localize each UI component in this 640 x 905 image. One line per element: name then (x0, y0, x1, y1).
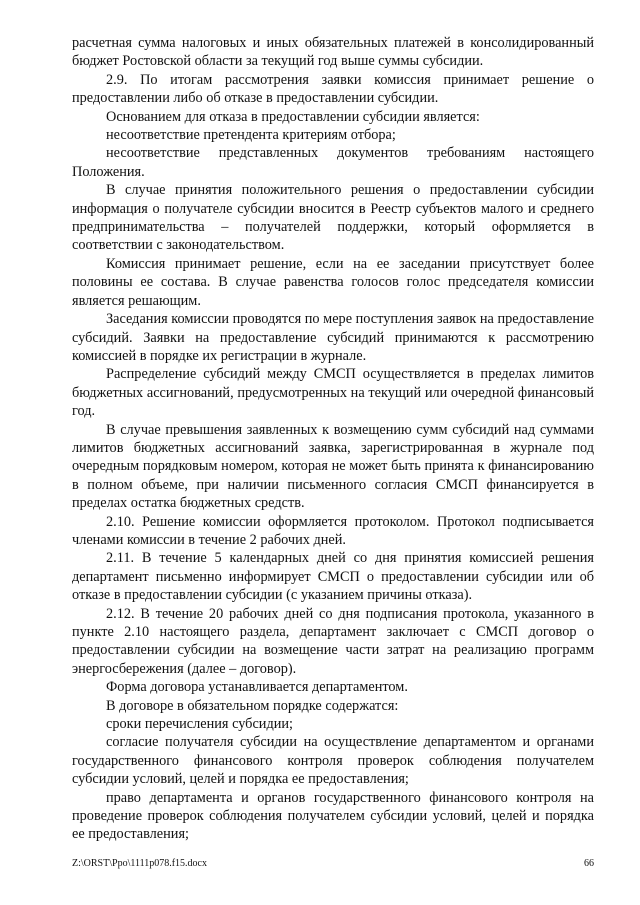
paragraph-contract-contents: В договоре в обязательном порядке содержатся: (106, 697, 399, 714)
paragraph-consent: согласие получателя субсидии на осуществление департаментом и органами государственного финансового контроля проверок соблюдения получателем субсидии условий, целей и порядка ее предоставления; (72, 734, 594, 788)
paragraph-transfer-terms: сроки перечисления субсидии; (106, 716, 294, 733)
paragraph-quorum: Комиссия принимает решение, если на ее заседании присутствует более половины ее состава. В случае равенства голосов голос председателя комиссии является решающим. (72, 255, 594, 309)
page-footer (72, 858, 594, 869)
document-body (72, 34, 594, 844)
paragraph-excess: В случае превышения заявленных к возмещению сумм субсидий над суммами лимитов бюджетных ассигнований заявка, зарегистрированная в журнале под очередным порядковым номером, которая не может быть принята к финансированию в полном объеме, при наличии письменного согласия СМСП финансируется в пределах остатка бюджетных средств. (72, 421, 594, 512)
paragraph-2-12: 2.12. В течение 20 рабочих дней со дня подписания протокола, указанного в пункте 2.10 настоящего раздела, департамент заключает с СМСП договор о предоставлении субсидии на возмещение части затрат на реализацию программ энергосбережения (далее – договор). (72, 605, 594, 677)
paragraph-refusal-documents: несоответствие представленных документов требованиям настоящего Положения. (72, 145, 594, 180)
paragraph-audit-right: право департамента и органов государственного финансового контроля на проведение проверок соблюдения получателем субсидии условий, целей и порядка ее предоставления; (72, 789, 594, 843)
footer-file-path: Z:\ORST\Ppo\1111p078.f15.docx (72, 858, 207, 869)
footer-page-number: 66 (584, 858, 594, 869)
paragraph-refusal-criteria: несоответствие претендента критериям отбора; (106, 127, 396, 144)
paragraph-meetings: Заседания комиссии проводятся по мере поступления заявок на предоставление субсидий. Заявки на предоставление субсидий принимаются к рассмотрению комиссией в порядке их регистрации в журнале. (72, 311, 594, 364)
paragraph-2-11: 2.11. В течение 5 календарных дней со дня принятия комиссией решения департамент письменно информирует СМСП о предоставлении субсидии или об отказе в предоставлении субсидии (с указанием причины отказа). (72, 550, 594, 604)
paragraph-contract-form: Форма договора устанавливается департаментом. (106, 679, 408, 696)
paragraph-distribution: Распределение субсидий между СМСП осуществляется в пределах лимитов бюджетных ассигнований, предусмотренных на текущий или очередной финансовый год. (72, 366, 594, 420)
paragraph-2-10: 2.10. Решение комиссии оформляется протоколом. Протокол подписывается членами комиссии в течение 2 рабочих дней. (72, 513, 594, 548)
paragraph-refusal-grounds: Основанием для отказа в предоставлении субсидии является: (106, 108, 480, 125)
paragraph-continuation: расчетная сумма налоговых и иных обязательных платежей в консолидированный бюджет Ростовской области за текущий год выше суммы субсидии. (72, 35, 594, 70)
paragraph-registry: В случае принятия положительного решения о предоставлении субсидии информация о получателе субсидии вносится в Реестр субъектов малого и среднего предпринимательства – получателей поддержки, который оформляется в соответствии с законодательством. (72, 182, 594, 254)
paragraph-2-9: 2.9. По итогам рассмотрения заявки комиссия принимает решение о предоставлении либо об отказе в предоставлении субсидии. (72, 71, 594, 107)
